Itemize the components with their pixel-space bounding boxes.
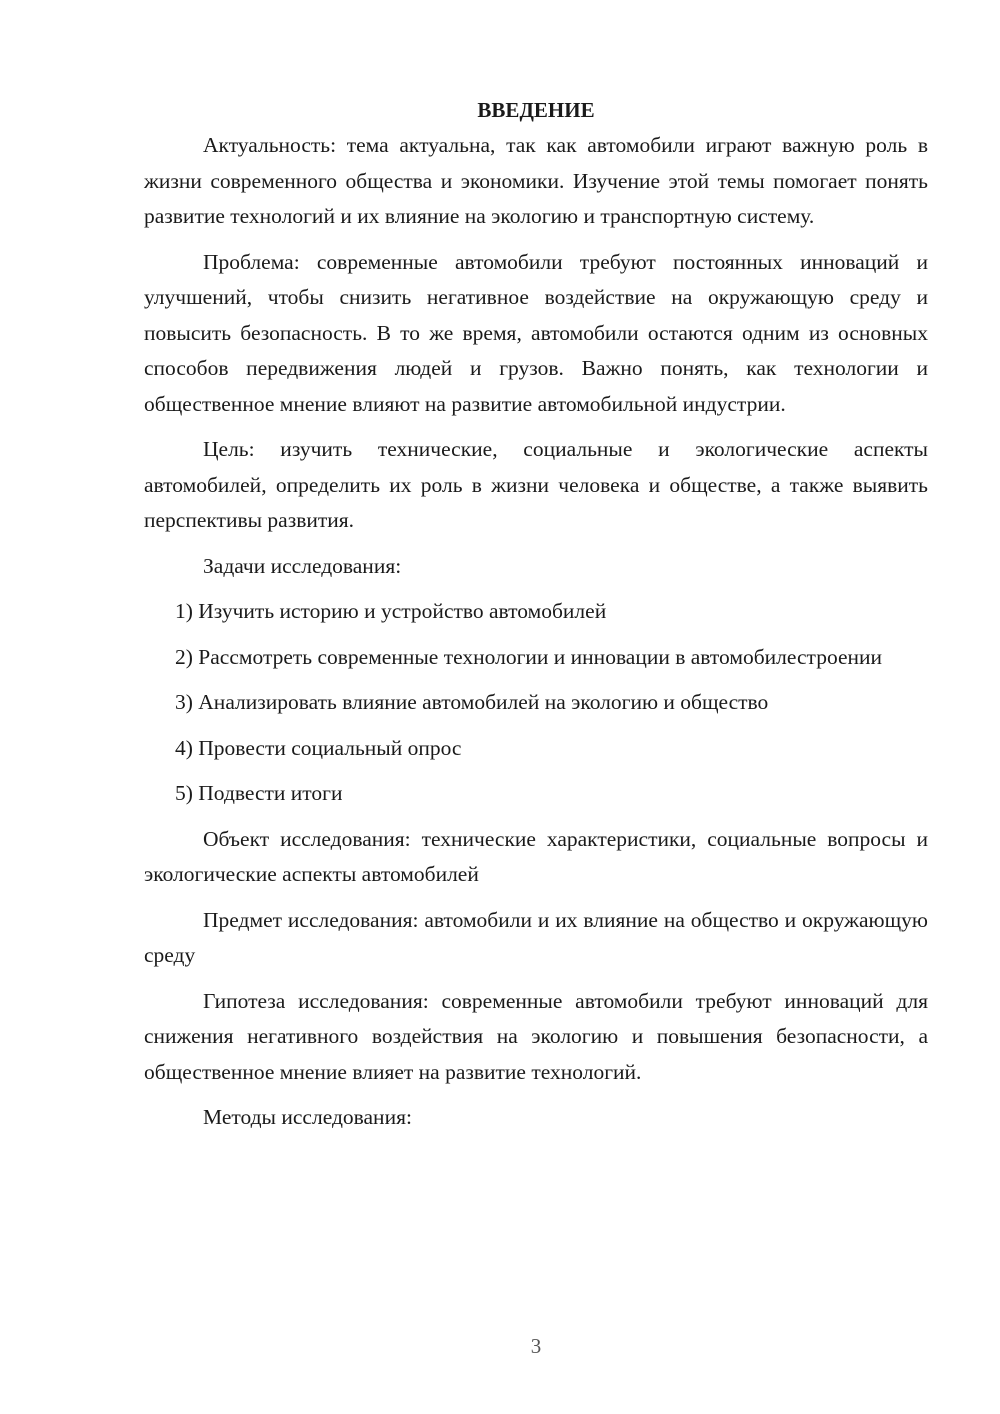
object-paragraph: Объект исследования: технические характеристики, социальные вопросы и экологические аспекты автомобилей	[144, 826, 928, 886]
page-number: 3	[530, 1334, 542, 1358]
methods-label: Методы исследования:	[203, 1105, 412, 1129]
task-item-2: 2) Рассмотреть современные технологии и инновации в автомобилестроении	[175, 644, 883, 669]
relevance-paragraph: Актуальность: тема актуальна, так как автомобили играют важную роль в жизни современного общества и экономики. Изучение этой темы помогает понять развитие технологий и их влияние на экологию и транспортную систему.	[144, 133, 928, 228]
subject-paragraph: Предмет исследования: автомобили и их влияние на общество и окружающую среду	[144, 907, 928, 967]
task-item-5: 5) Подвести итоги	[175, 781, 343, 805]
problem-paragraph: Проблема: современные автомобили требуют постоянных инноваций и улучшений, чтобы снизить негативное воздействие на окружающую среду и повысить безопасность. В то же время, автомобили остаются одним из основных способов передвижения людей и грузов. Важно понять, как технологии и общественное мнение влияют на развитие автомобильной индустрии.	[144, 249, 928, 416]
document-page	[144, 92, 928, 1146]
task-item-1: 1) Изучить историю и устройство автомобилей	[175, 599, 607, 623]
tasks-label: Задачи исследования:	[203, 553, 402, 578]
task-item-3: 3) Анализировать влияние автомобилей на экологию и общество	[175, 690, 769, 714]
hypothesis-paragraph: Гипотеза исследования: современные автомобили требуют инноваций для снижения негативного воздействия на экологию и повышения безопасности, а общественное мнение влияет на развитие технологий.	[144, 988, 928, 1084]
section-heading: ВВЕДЕНИЕ	[477, 98, 595, 122]
task-item-4: 4) Провести социальный опрос	[175, 735, 462, 760]
goal-paragraph: Цель: изучить технические, социальные и экологические аспекты автомобилей, определить их роль в жизни человека и обществе, а также выявить перспективы развития.	[144, 437, 928, 532]
